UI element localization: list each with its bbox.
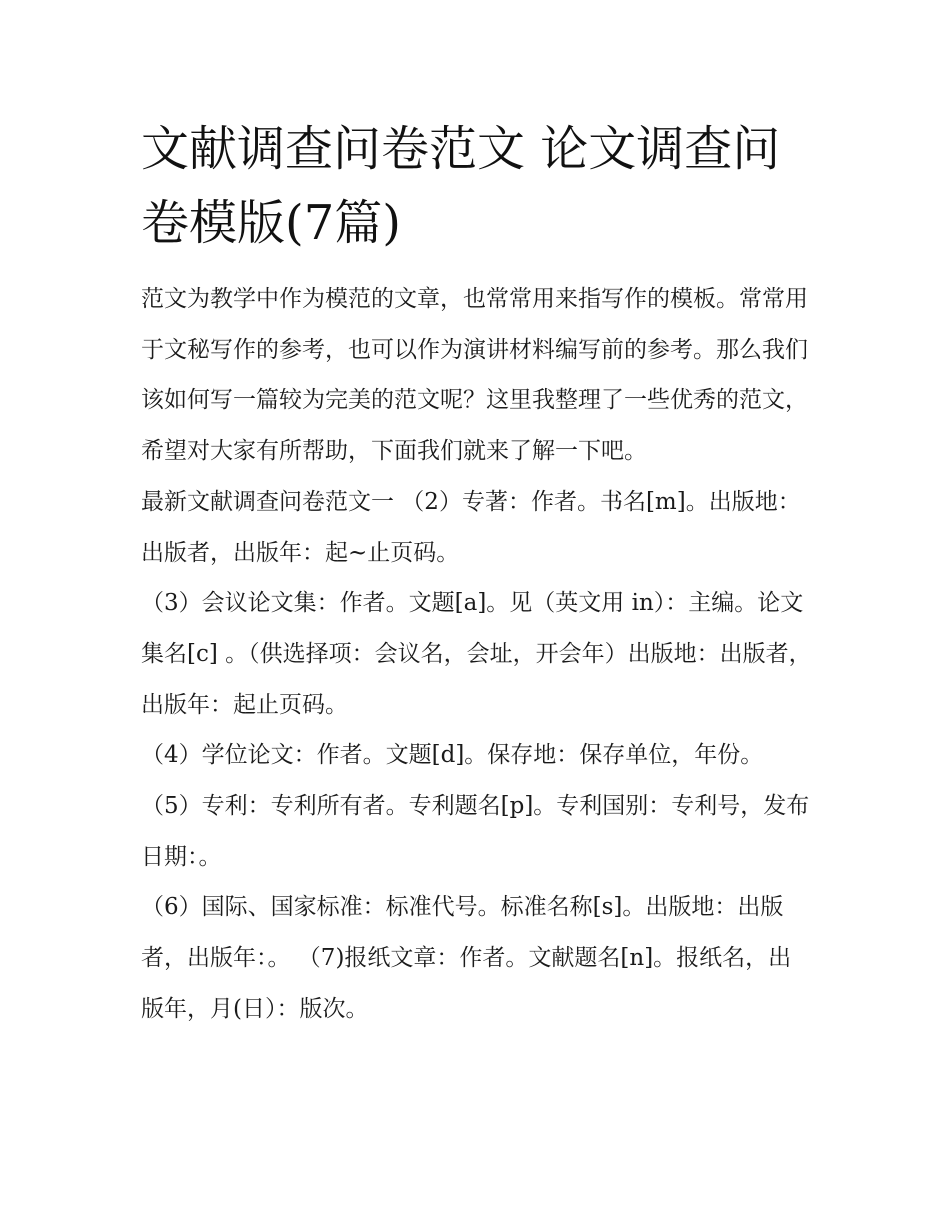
paragraph-standard-newspaper: （6）国际、国家标准：标准代号。标准名称[s]。出版地：出版者，出版年：。 （7)报纸文章：作者。文献题名[n]。报纸名，出版年，月(日）：版次。	[141, 894, 792, 1022]
intro-paragraph: 范文为教学中作为模范的文章，也常常用来指写作的模板。常常用于文秘写作的参考，也可以作为演讲材料编写前的参考。那么我们该如何写一篇较为完美的范文呢？这里我整理了一些优秀的范文，希望对大家有所帮助，下面我们就来了解一下吧。	[141, 286, 808, 465]
paragraph-monograph: 最新文献调查问卷范文一 （2）专著：作者。书名[m]。出版地：出版者，出版年：起~止页码。	[141, 488, 801, 566]
paragraph-patent: （5）专利：专利所有者。专利题名[p]。专利国别：专利号，发布日期：。	[141, 793, 810, 870]
document-body	[141, 274, 813, 1035]
paragraph-thesis: （4）学位论文：作者。文题[d]。保存地：保存单位，年份。	[141, 742, 764, 769]
document-content	[141, 112, 813, 1035]
paragraph-conference: （3）会议论文集：作者。文题[a]。见（英文用 in）：主编。论文集名[c] 。（供选择项：会议名，会址，开会年）出版地：出版者，出版年：起止页码。	[141, 590, 812, 718]
document-title: 文献调查问卷范文 论文调查问卷模版(7篇)	[141, 121, 781, 251]
